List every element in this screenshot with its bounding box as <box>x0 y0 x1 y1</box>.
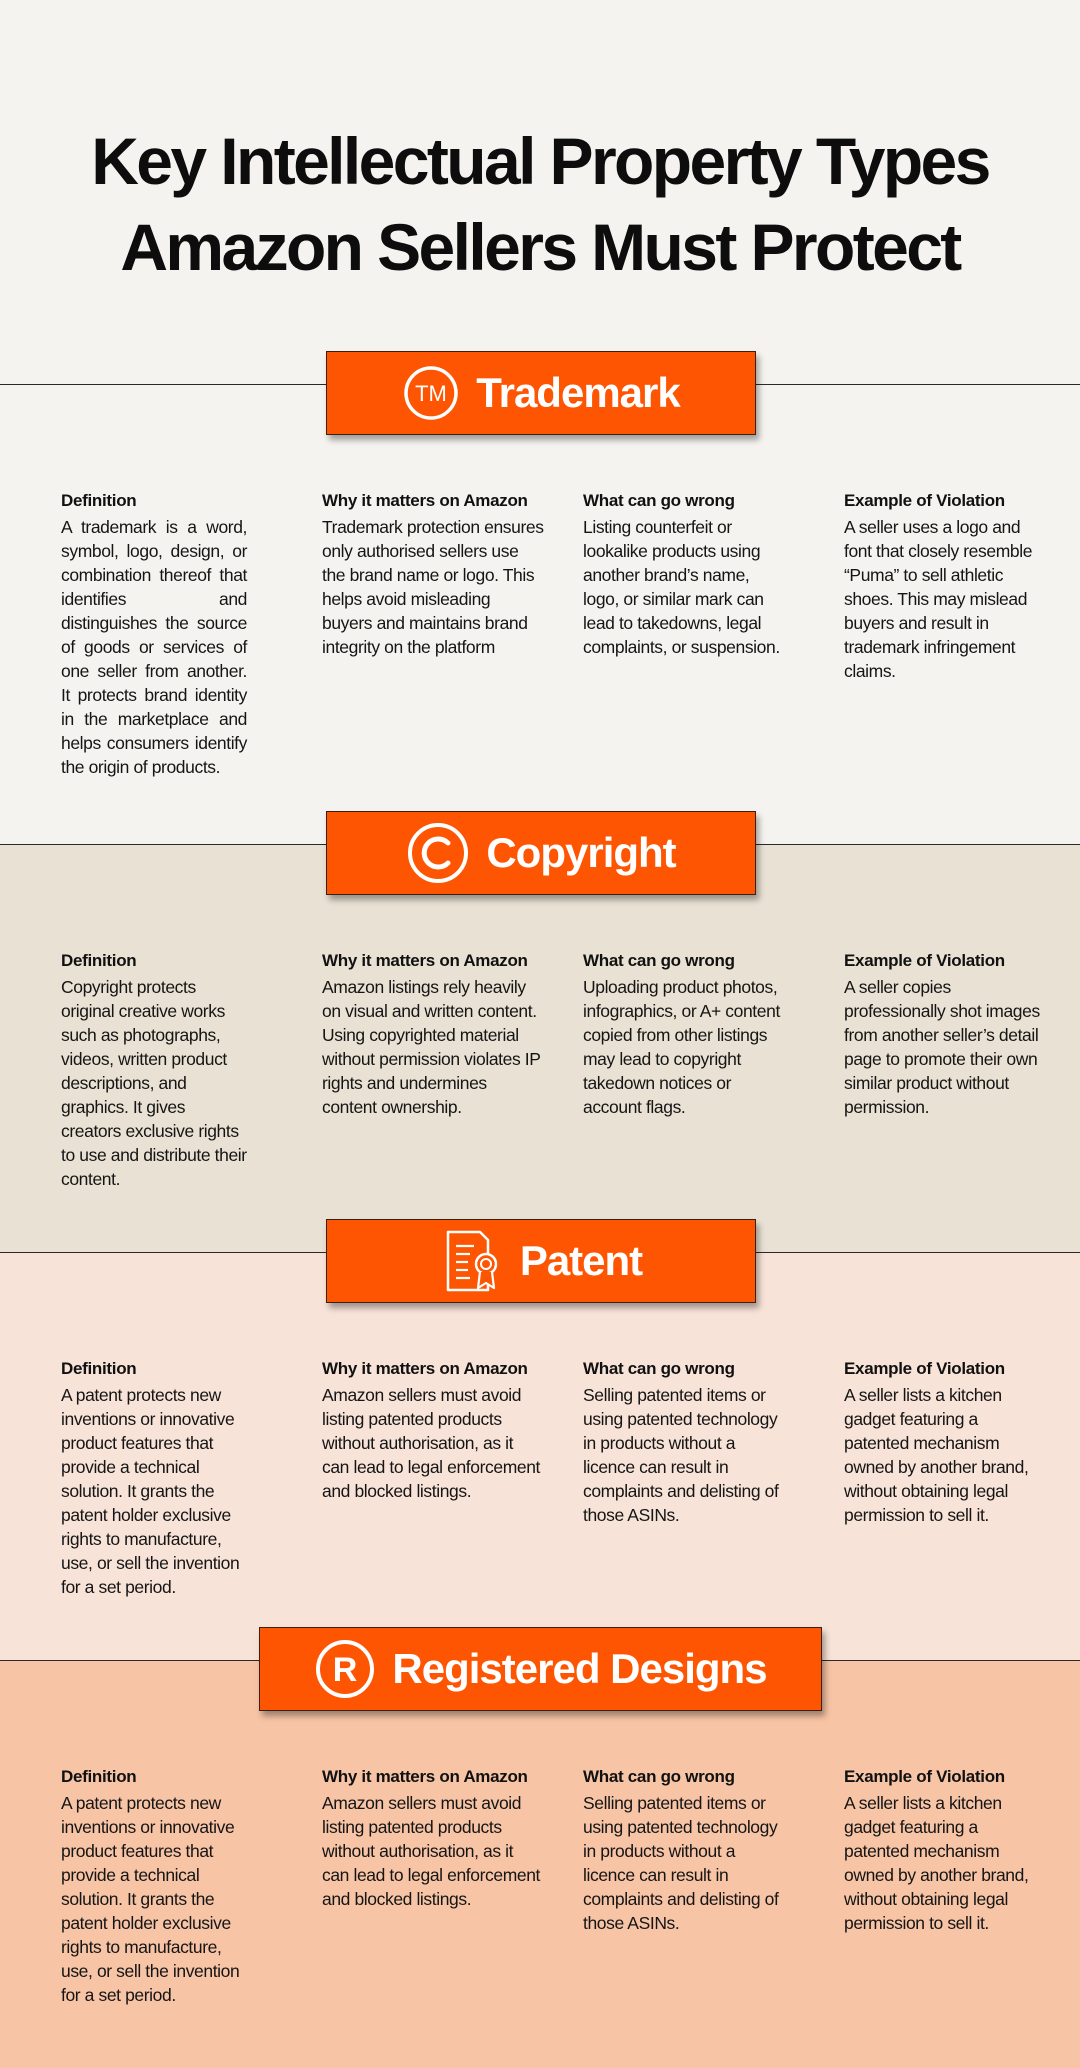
section-title: Patent <box>519 1237 643 1284</box>
section-banner-registered-designs <box>259 1627 822 1711</box>
column-heading: Example of Violation <box>844 1359 1005 1378</box>
column-heading: Why it matters on Amazon <box>322 951 528 970</box>
section-banner-patent <box>326 1219 756 1303</box>
column-definition <box>61 489 247 779</box>
svg-text:TM: TM <box>415 381 448 406</box>
column-text: A seller uses a logo and font that closely resemble “Puma” to sell athletic shoes. This may mislead buyers and result in trademark infringement claims. <box>844 517 1033 681</box>
column-text: Uploading product photos, infographics, or A+ content copied from other listings may lead to copyright takedown notices or account flags. <box>583 977 780 1117</box>
column-definition <box>61 1357 247 1599</box>
column-heading: Definition <box>61 491 137 510</box>
column-text: A seller lists a kitchen gadget featuring a patented mechanism owned by another brand, without obtaining legal permission to sell it. <box>844 1793 1029 1933</box>
column-why-it-matters <box>322 1765 544 1911</box>
column-heading: Why it matters on Amazon <box>322 491 528 510</box>
column-example-of-violation <box>844 489 1040 683</box>
trademark-icon <box>402 364 460 422</box>
column-heading: Example of Violation <box>844 491 1005 510</box>
column-heading: Why it matters on Amazon <box>322 1767 528 1786</box>
section-title: Trademark <box>476 369 680 416</box>
column-heading: What can go wrong <box>583 1359 735 1378</box>
column-text: Selling patented items or using patented technology in products without a licence can result in complaints and delisting of those ASINs. <box>583 1793 779 1933</box>
section-registered-designs <box>0 1645 1080 2068</box>
column-heading: Why it matters on Amazon <box>322 1359 528 1378</box>
column-example-of-violation <box>844 1765 1040 1935</box>
column-text: Amazon sellers must avoid listing patented products without authorisation, as it can lead to legal enforcement and blocked listings. <box>322 1385 540 1501</box>
section-copyright <box>0 829 1080 1252</box>
column-text: Amazon sellers must avoid listing patented products without authorisation, as it can lead to legal enforcement and blocked listings. <box>322 1793 540 1909</box>
column-text: A patent protects new inventions or innovative product features that provide a technical solution. It grants the patent holder exclusive rights to manufacture, use, or sell the invention for a set period. <box>61 1793 240 2005</box>
column-text: Copyright protects original creative works such as photographs, videos, written product descriptions, and graphics. It gives creators exclusive rights to use and distribute their content. <box>61 977 247 1189</box>
column-what-can-go-wrong <box>583 949 783 1119</box>
column-why-it-matters <box>322 1357 544 1503</box>
column-heading: What can go wrong <box>583 491 735 510</box>
patent-certificate-icon <box>440 1226 504 1296</box>
column-text: Listing counterfeit or lookalike products using another brand’s name, logo, or similar mark can lead to takedowns, legal complaints, or suspension. <box>583 517 780 657</box>
copyright-icon <box>406 821 470 885</box>
column-heading: Example of Violation <box>844 1767 1005 1786</box>
page-title-line-2: Amazon Sellers Must Protect <box>120 210 960 284</box>
page-title <box>0 118 1080 290</box>
section-patent <box>0 1237 1080 1660</box>
column-example-of-violation <box>844 949 1040 1119</box>
column-example-of-violation <box>844 1357 1040 1527</box>
column-why-it-matters <box>322 489 544 659</box>
column-heading: Definition <box>61 1767 137 1786</box>
page-title-line-1: Key Intellectual Property Types <box>91 124 989 198</box>
column-text: Selling patented items or using patented technology in products without a licence can result in complaints and delisting of those ASINs. <box>583 1385 779 1525</box>
column-what-can-go-wrong <box>583 1765 783 1935</box>
column-heading: What can go wrong <box>583 1767 735 1786</box>
section-title: Copyright <box>486 829 676 876</box>
column-text: Trademark protection ensures only authorised sellers use the brand name or logo. This helps avoid misleading buyers and maintains brand integrity on the platform <box>322 517 544 657</box>
svg-text:R: R <box>333 1651 358 1689</box>
column-why-it-matters <box>322 949 544 1119</box>
section-trademark <box>0 369 1080 844</box>
registered-icon <box>314 1638 376 1700</box>
section-banner-copyright <box>326 811 756 895</box>
column-what-can-go-wrong <box>583 1357 783 1527</box>
column-text: A patent protects new inventions or innovative product features that provide a technical solution. It grants the patent holder exclusive rights to manufacture, use, or sell the invention for a set period. <box>61 1385 240 1597</box>
column-text: Amazon listings rely heavily on visual and written content. Using copyrighted material without permission violates IP rights and undermines content ownership. <box>322 977 541 1117</box>
section-banner-trademark <box>326 351 756 435</box>
section-title: Registered Designs <box>392 1645 767 1692</box>
page-header <box>0 0 1080 383</box>
column-text: A seller lists a kitchen gadget featuring a patented mechanism owned by another brand, without obtaining legal permission to sell it. <box>844 1385 1029 1525</box>
column-heading: Definition <box>61 1359 137 1378</box>
column-heading: What can go wrong <box>583 951 735 970</box>
column-heading: Example of Violation <box>844 951 1005 970</box>
column-definition <box>61 1765 247 2007</box>
column-definition <box>61 949 247 1191</box>
column-text: A trademark is a word, symbol, logo, design, or combination thereof that identifies and distinguishes the source of goods or services of one seller from another. It protects brand identity in the marketplace and helps consumers identify the origin of products. <box>61 517 247 777</box>
column-what-can-go-wrong <box>583 489 783 659</box>
column-text: A seller copies professionally shot images from another seller’s detail page to promote their own similar product without permission. <box>844 977 1040 1117</box>
column-heading: Definition <box>61 951 137 970</box>
